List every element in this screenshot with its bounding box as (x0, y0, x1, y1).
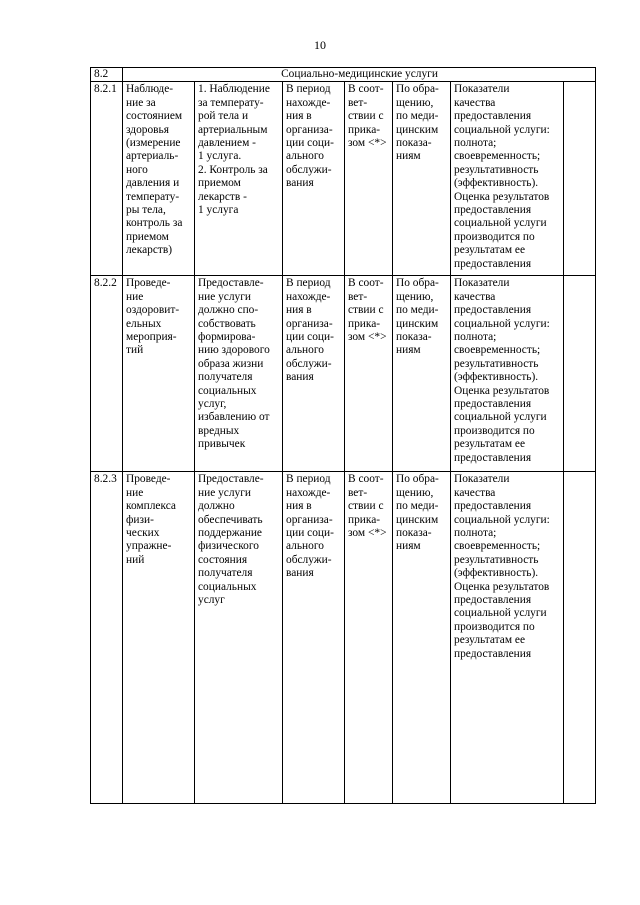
service-extra (564, 472, 596, 804)
service-name: Проведе- ние комплекса физи- ческих упражне- ний (123, 472, 195, 804)
service-conditions: По обра- щению, по меди- цинским показа- ниям (393, 472, 451, 804)
section-title: Социально-медицинские услуги (123, 68, 596, 82)
service-term: В период нахожде- ния в организа- ции соци- ального обслужи- вания (283, 82, 345, 276)
table-row (91, 472, 596, 804)
service-extra (564, 82, 596, 276)
service-number: 8.2.1 (91, 82, 123, 276)
service-term: В период нахожде- ния в организа- ции соци- ального обслужи- вания (283, 472, 345, 804)
section-number: 8.2 (91, 68, 123, 82)
service-term: В период нахожде- ния в организа- ции соци- ального обслужи- вания (283, 276, 345, 472)
service-tariff: В соот- вет- ствии с прика- зом <*> (345, 82, 393, 276)
page-number: 10 (314, 38, 326, 52)
service-name: Наблюде- ние за состоянием здоровья (измерение артериаль- ного давления и температу- ры тела, контроль за приемом лекарств) (123, 82, 195, 276)
table-row (91, 82, 596, 276)
service-volume: Предоставле- ние услуги должно обеспечивать поддержание физического состояния получателя социальных услуг (195, 472, 283, 804)
services-table (90, 67, 596, 804)
section-header-row (91, 68, 596, 82)
service-tariff: В соот- вет- ствии с прика- зом <*> (345, 276, 393, 472)
service-number: 8.2.2 (91, 276, 123, 472)
service-conditions: По обра- щению, по меди- цинским показа- ниям (393, 82, 451, 276)
service-tariff: В соот- вет- ствии с прика- зом <*> (345, 472, 393, 804)
service-volume: 1. Наблюдение за температу- рой тела и артериальным давлением - 1 услуга. 2. Контроль за приемом лекарств - 1 услуга (195, 82, 283, 276)
service-conditions: По обра- щению, по меди- цинским показа- ниям (393, 276, 451, 472)
service-indicators: Показатели качества предоставления социальной услуги: полнота; своевременность; результативность (эффективность). Оценка результатов предоставления социальной услуги производится по результатам ее предоставления (451, 472, 564, 804)
service-number: 8.2.3 (91, 472, 123, 804)
service-volume: Предоставле- ние услуги должно спо- собствовать формирова- нию здорового образа жизни получателя социальных услуг, избавлению от вредных привычек (195, 276, 283, 472)
service-indicators: Показатели качества предоставления социальной услуги: полнота; своевременность; результативность (эффективность). Оценка результатов предоставления социальной услуги производится по результатам ее предоставления (451, 82, 564, 276)
table-row (91, 276, 596, 472)
service-indicators: Показатели качества предоставления социальной услуги: полнота; своевременность; результативность (эффективность). Оценка результатов предоставления социальной услуги производится по результатам ее предоставления (451, 276, 564, 472)
service-extra (564, 276, 596, 472)
service-name: Проведе- ние оздоровит- ельных мероприя- тий (123, 276, 195, 472)
